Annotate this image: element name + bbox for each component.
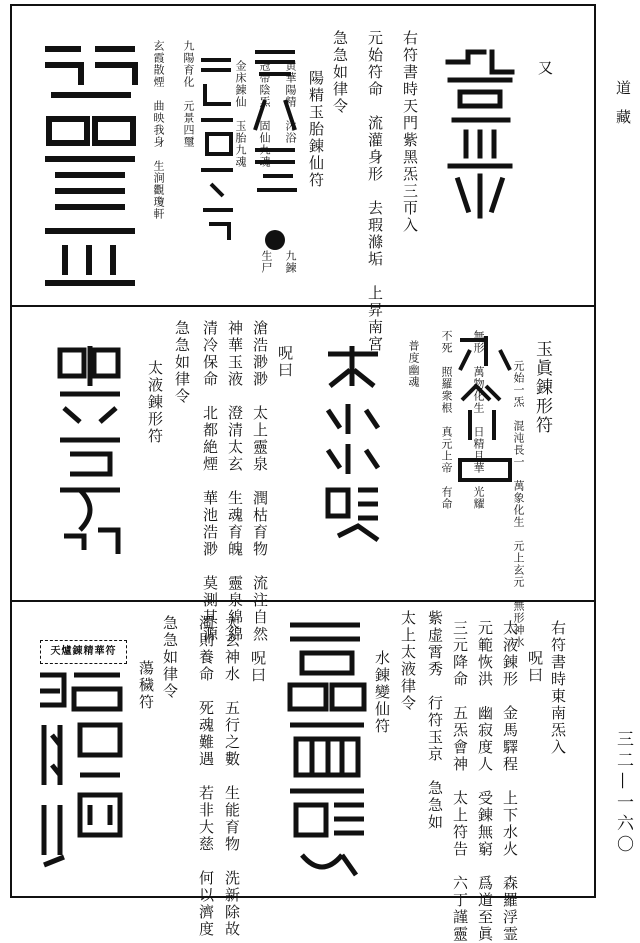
talisman-panel3-left bbox=[30, 665, 130, 875]
page-number: 三二—一六〇 bbox=[613, 730, 633, 856]
panel1-col-8: 玄霞散煙 曲映我身 生涧觀瓊軒 bbox=[152, 40, 165, 220]
panel3-col-8: 呪曰 bbox=[249, 650, 267, 684]
panel3-col-11: 急急如律令 bbox=[161, 615, 179, 700]
panel2-col-7: 神華玉液 澄清太玄 生魂育魄 靈泉綿綿 bbox=[226, 320, 244, 643]
margin-title: 道藏 bbox=[614, 80, 632, 138]
panel2-col-5: 呪曰 bbox=[276, 345, 294, 379]
panel2-col-3: 不死 照羅衆根 真元上帝 有命 bbox=[440, 330, 453, 510]
talisman-panel3-large bbox=[282, 615, 372, 885]
panel-divider-2 bbox=[10, 600, 596, 602]
panel3-col-10: 濁則養命 死魂難遇 若非大慈 何以濟度 bbox=[197, 615, 215, 938]
panel1-col-4: 黄華陽精 沐浴 bbox=[284, 60, 297, 144]
panel1-col-0: 右符書時天門紫黑炁三帀入 bbox=[401, 30, 419, 234]
panel2-col-1: 元始一炁 混沌長一 萬象化生 元上玄元 無形神水 bbox=[512, 360, 525, 648]
talisman-upper-right bbox=[440, 40, 520, 220]
panel1-col-2: 急急如律令 bbox=[331, 30, 349, 115]
panel3-col-9: 太玄神水 五行之數 生能育物 洗新除故 bbox=[223, 615, 241, 938]
talisman-panel2-left bbox=[50, 340, 130, 560]
talisman-panel3-left-box bbox=[40, 640, 127, 664]
panel3-col-4: 三元降命 五炁會神 太上符告 六丁謹靈 bbox=[451, 620, 469, 943]
panel2-col-8: 清冷保命 北都絶煙 華池浩渺 莫測其源 bbox=[201, 320, 219, 643]
panel-divider-1 bbox=[10, 305, 596, 307]
panel1-col-6: 金床錬仙 玉胎九魂 bbox=[234, 60, 247, 168]
talisman-upper-left bbox=[35, 35, 145, 295]
panel1-col-5: 冠帶陰炁 固仙九魂 bbox=[258, 60, 271, 168]
panel2-col-6: 滄浩渺渺 太上靈泉 潤枯育物 流注自然 bbox=[251, 320, 269, 643]
panel3-col-0: 右符書時東南炁入 bbox=[549, 620, 567, 756]
panel3-col-7: 水錬變仙符 bbox=[373, 650, 391, 735]
panel2-col-2: 無形 萬物化生 日精月華 光耀 bbox=[472, 330, 485, 510]
panel2-col-10: 太液錬形符 bbox=[146, 360, 164, 445]
panel2-col-0: 玉眞錬形符 bbox=[532, 340, 552, 435]
panel1-note-0: 九鍊 bbox=[284, 250, 297, 274]
panel3-col-6: 太上太液律令 bbox=[399, 610, 417, 712]
panel2-col-4: 普度幽魂 bbox=[407, 340, 420, 388]
panel3-col-5: 紫虚霄秀 行符玉京 急急如 bbox=[426, 610, 444, 831]
talisman-panel2-center bbox=[318, 340, 388, 550]
panel3-col-3: 元範恢洪 幽寂度人 受錬無窮 爲道至眞 bbox=[476, 620, 494, 943]
panel1-col-1: 元始符命 流灌身形 去瑕滌垢 上昇南宮 bbox=[366, 30, 384, 353]
panel3-col-12: 蕩穢符 bbox=[137, 660, 155, 711]
panel2-col-9: 急急如律令 bbox=[173, 320, 191, 405]
panel1-header: 又 bbox=[536, 60, 554, 77]
panel3-col-2: 太液錬形 金馬驛程 上下水火 森羅浮霊 bbox=[501, 620, 519, 943]
panel1-col-3: 陽精玉胎錬仙符 bbox=[307, 70, 325, 189]
panel1-col-7: 九陽育化 元景四璽 bbox=[182, 40, 195, 148]
seal-header: 天爐錬精華符 bbox=[50, 646, 117, 657]
panel3-col-1: 呪曰 bbox=[526, 650, 544, 684]
panel1-note-1: 生尸 bbox=[260, 250, 273, 274]
talisman-panel2-right bbox=[450, 330, 520, 490]
